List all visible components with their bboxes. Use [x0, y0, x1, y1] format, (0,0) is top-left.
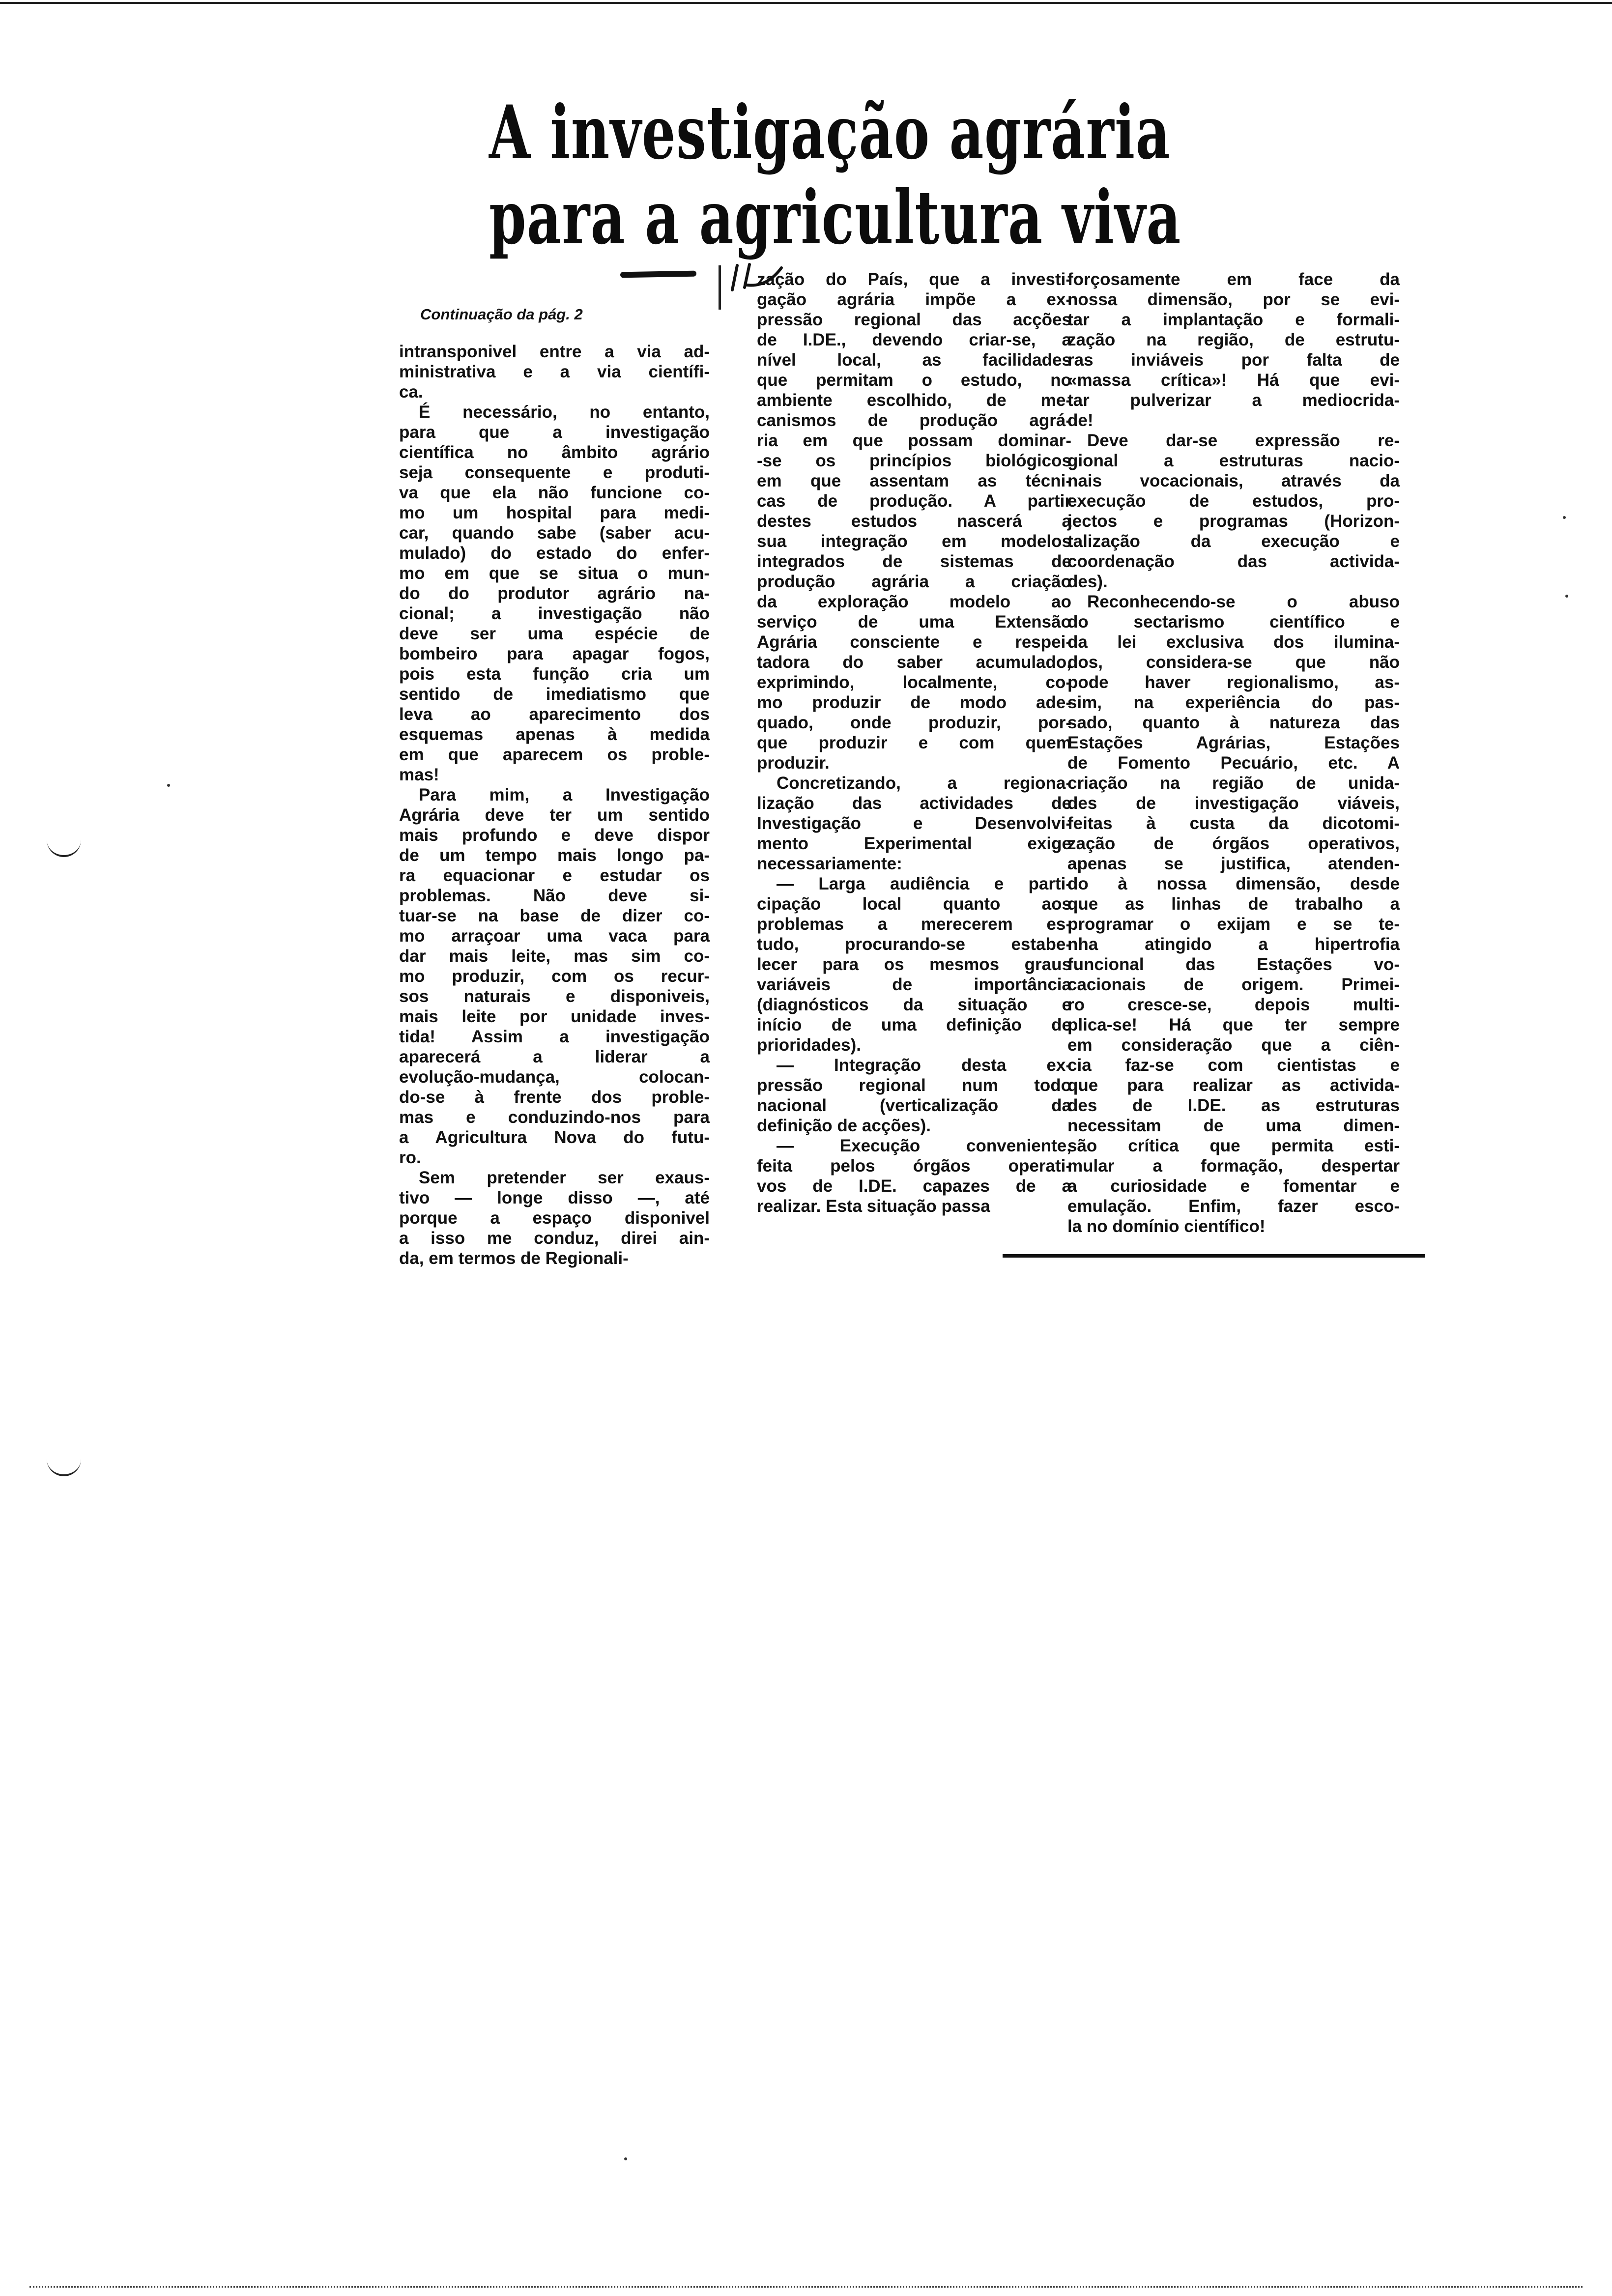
text-line: leva ao aparecimento dos: [399, 705, 710, 724]
text-line: cia faz-se com cientistas e: [1067, 1056, 1400, 1075]
text-line: feitas à custa da dicotomi-: [1067, 814, 1400, 833]
text-line: sos naturais e disponiveis,: [399, 987, 710, 1006]
paragraph: [757, 269, 1071, 773]
text-line: Concretizando, a regiona-: [777, 774, 1071, 793]
text-line: produção agrária a criação: [757, 572, 1071, 591]
text-line: emulação. Enfim, fazer esco-: [1067, 1197, 1400, 1216]
text-line: ro.: [399, 1148, 421, 1167]
scan-top-edge-line: [0, 2, 1612, 4]
article-end-rule: [1003, 1254, 1425, 1258]
text-line: sentido de imediatismo que: [399, 685, 710, 704]
paragraph: [399, 342, 710, 402]
headline-rule: [620, 271, 696, 278]
text-line: necessitam de uma dimen-: [1067, 1116, 1400, 1135]
text-line: mento Experimental exige: [757, 834, 1071, 853]
text-line: em consideração que a ciên-: [1067, 1035, 1400, 1055]
binder-hole-mark: [47, 835, 81, 857]
text-line: a isso me conduz, direi ain-: [399, 1229, 710, 1248]
text-line: produzir.: [757, 753, 830, 773]
text-line: ministrativa e a via científi-: [399, 362, 710, 381]
text-line: ca.: [399, 382, 423, 402]
text-line: ra equacionar e estudar os: [399, 866, 710, 885]
text-line: para que a investigação: [399, 423, 710, 442]
scan-bottom-edge-line: [29, 2286, 1583, 2288]
text-line: dar mais leite, mas sim co-: [399, 947, 710, 966]
binder-hole-mark: [47, 1455, 81, 1476]
text-line: pressão regional num todo: [757, 1076, 1071, 1095]
headline-line-2: para a agricultura viva: [489, 174, 1181, 261]
text-line: a curiosidade e fomentar e: [1067, 1177, 1400, 1196]
text-line: mulado) do estado do enfer-: [399, 544, 710, 563]
text-line: zação na região, de estrutu-: [1067, 330, 1400, 349]
text-line: do à nossa dimensão, desde: [1067, 874, 1400, 893]
text-line: vos de I.DE. capazes de a: [757, 1177, 1071, 1196]
headline-line-1: A investigação agrária: [489, 89, 1171, 176]
text-line: do-se à frente dos proble-: [399, 1088, 710, 1107]
text-line: É necessário, no entanto,: [419, 402, 710, 422]
text-line: lização das actividades de: [757, 794, 1071, 813]
text-line: tuar-se na base de dizer co-: [399, 906, 710, 925]
text-line: gional a estruturas nacio-: [1067, 451, 1400, 470]
text-line: sado, quanto à natureza das: [1067, 713, 1400, 732]
text-line: da exploração modelo ao: [757, 592, 1071, 611]
text-line: realizar. Esta situação passa: [757, 1197, 990, 1216]
paragraph: [399, 1168, 710, 1268]
text-line: mais profundo e deve dispor: [399, 826, 710, 845]
text-line: cional; a investigação não: [399, 604, 710, 623]
text-line: programar o exijam e se te-: [1067, 915, 1400, 934]
text-line: Investigação e Desenvolvi-: [757, 814, 1071, 833]
paragraph: [1067, 269, 1400, 430]
text-line: mo em que se situa o mun-: [399, 564, 710, 583]
article-column-1: [399, 342, 710, 1268]
text-line: do sectarismo científico e: [1067, 612, 1400, 631]
text-line: que produzir e com quem: [757, 733, 1071, 752]
text-line: -se os princípios biológicos: [757, 451, 1071, 470]
text-line: intransponivel entre a via ad-: [399, 342, 710, 361]
text-line: des).: [1067, 572, 1108, 591]
text-line: de Fomento Pecuário, etc. A: [1067, 753, 1400, 773]
text-line: va que ela não funcione co-: [399, 483, 710, 502]
text-line: des de I.DE. as estruturas: [1067, 1096, 1400, 1115]
text-line: porque a espaço disponivel: [399, 1208, 710, 1228]
text-line: Agrária deve ter um sentido: [399, 805, 710, 825]
text-line: «massa crítica»! Há que evi-: [1067, 371, 1400, 390]
text-line: apenas se justifica, atenden-: [1067, 854, 1400, 873]
text-line: nível local, as facilidades: [757, 350, 1071, 370]
text-line: nossa dimensão, por se evi-: [1067, 290, 1400, 309]
text-line: gação agrária impõe a ex-: [757, 290, 1071, 309]
text-line: Agrária consciente e respei-: [757, 632, 1071, 652]
text-line: talização da execução e: [1067, 532, 1400, 551]
text-line: canismos de produção agrá-: [757, 411, 1071, 430]
text-line: em que assentam as técni-: [757, 471, 1071, 490]
text-line: quado, onde produzir, por-: [757, 713, 1071, 732]
text-line: zação do País, que a investi-: [757, 270, 1071, 289]
text-line: do do produtor agrário na-: [399, 584, 710, 603]
article-column-2: [757, 269, 1071, 1216]
text-line: ria em que possam dominar-: [757, 431, 1071, 450]
text-line: evolução-mudança, colocan-: [399, 1067, 710, 1087]
text-line: mais leite por unidade inves-: [399, 1007, 710, 1026]
text-line: tar a implantação e formali-: [1067, 310, 1400, 329]
text-line: coordenação das activida-: [1067, 552, 1400, 571]
paragraph: [1067, 430, 1400, 592]
text-line: tudo, procurando-se estabe-: [757, 935, 1071, 954]
scan-speck: [1563, 516, 1566, 519]
text-line: cas de produção. A partir: [757, 491, 1071, 511]
paragraph: [757, 773, 1071, 874]
scan-speck: [624, 2157, 627, 2160]
text-line: serviço de uma Extensão: [757, 612, 1071, 631]
text-line: tivo — longe disso —, até: [399, 1188, 710, 1207]
text-line: deve ser uma espécie de: [399, 624, 710, 643]
article-column-3: [1067, 269, 1400, 1236]
text-line: pode haver regionalismo, as-: [1067, 673, 1400, 692]
text-line: ras inviáveis por falta de: [1067, 350, 1400, 370]
text-line: jectos e programas (Horizon-: [1067, 512, 1400, 531]
text-line: a Agricultura Nova do futu-: [399, 1128, 710, 1147]
text-line: des de investigação viáveis,: [1067, 794, 1400, 813]
text-line: científica no âmbito agrário: [399, 443, 710, 462]
text-line: de I.DE., devendo criar-se, a: [757, 330, 1071, 349]
text-line: problemas. Não deve si-: [399, 886, 710, 905]
text-line: integrados de sistemas de: [757, 552, 1071, 571]
text-line: pressão regional das acções: [757, 310, 1071, 329]
text-line: — Execução conveniente,: [777, 1136, 1071, 1155]
paragraph: [399, 785, 710, 1168]
text-line: mo arraçoar uma vaca para: [399, 926, 710, 946]
text-line: que para realizar as activida-: [1067, 1076, 1400, 1095]
text-line: — Integração desta ex-: [777, 1056, 1071, 1075]
text-line: pois esta função cria um: [399, 664, 710, 684]
text-line: Deve dar-se expressão re-: [1087, 431, 1400, 450]
text-line: ambiente escolhido, de me-: [757, 391, 1071, 410]
text-line: Sem pretender ser exaus-: [419, 1168, 710, 1187]
text-line: nha atingido a hipertrofia: [1067, 935, 1400, 954]
text-line: (diagnósticos da situação e: [757, 995, 1071, 1014]
text-line: zação de órgãos operativos,: [1067, 834, 1400, 853]
text-line: dos, considera-se que não: [1067, 653, 1400, 672]
text-line: lecer para os mesmos graus: [757, 955, 1071, 974]
text-line: seja consequente e produti-: [399, 463, 710, 482]
text-line: bombeiro para apagar fogos,: [399, 644, 710, 663]
text-line: criação na região de unida-: [1067, 774, 1400, 793]
text-line: cacionais de origem. Primei-: [1067, 975, 1400, 994]
text-line: que as linhas de trabalho a: [1067, 894, 1400, 914]
text-line: funcional das Estações vo-: [1067, 955, 1400, 974]
text-line: Estações Agrárias, Estações: [1067, 733, 1400, 752]
text-line: Reconhecendo-se o abuso: [1087, 592, 1400, 611]
text-line: são crítica que permita esti-: [1067, 1136, 1400, 1155]
text-line: la no domínio científico!: [1067, 1217, 1266, 1236]
text-line: exprimindo, localmente, co-: [757, 673, 1071, 692]
text-line: sua integração em modelos: [757, 532, 1071, 551]
text-line: tida! Assim a investigação: [399, 1027, 710, 1046]
text-line: mular a formação, despertar: [1067, 1156, 1400, 1176]
text-line: tadora do saber acumulado,: [757, 653, 1071, 672]
paragraph: [399, 402, 710, 785]
text-line: mo um hospital para medi-: [399, 503, 710, 522]
text-line: car, quando sabe (saber acu-: [399, 523, 710, 543]
text-line: nais vocacionais, através da: [1067, 471, 1400, 490]
text-line: mo produzir, com os recur-: [399, 967, 710, 986]
text-line: mo produzir de modo ade-: [757, 693, 1071, 712]
text-line: da, em termos de Regionali-: [399, 1249, 629, 1268]
paragraph: [757, 1055, 1071, 1136]
paragraph: [1067, 592, 1400, 1236]
text-line: — Larga audiência e parti-: [777, 874, 1071, 893]
text-line: mas!: [399, 765, 439, 784]
text-line: definição de acções).: [757, 1116, 931, 1135]
margin-mark: [719, 265, 721, 310]
text-line: necessariamente:: [757, 854, 902, 873]
text-line: esquemas apenas à medida: [399, 725, 710, 744]
paragraph: [757, 1136, 1071, 1216]
scan-speck: [1565, 595, 1568, 598]
continuation-note: Continuação da pág. 2: [420, 306, 583, 323]
text-line: da lei exclusiva dos ilumina-: [1067, 632, 1400, 652]
text-line: cipação local quanto aos: [757, 894, 1071, 914]
text-line: de!: [1067, 411, 1094, 430]
text-line: início de uma definição de: [757, 1015, 1071, 1034]
text-line: ro cresce-se, depois multi-: [1067, 995, 1400, 1014]
text-line: de um tempo mais longo pa-: [399, 846, 710, 865]
text-line: forçosamente em face da: [1067, 270, 1400, 289]
text-line: plica-se! Há que ter sempre: [1067, 1015, 1400, 1034]
text-line: execução de estudos, pro-: [1067, 491, 1400, 511]
text-line: tar pulverizar a mediocrida-: [1067, 391, 1400, 410]
paragraph: [757, 874, 1071, 1055]
text-line: destes estudos nascerá a: [757, 512, 1071, 531]
text-line: nacional (verticalização da: [757, 1096, 1071, 1115]
text-line: problemas a merecerem es-: [757, 915, 1071, 934]
text-line: sim, na experiência do pas-: [1067, 693, 1400, 712]
text-line: mas e conduzindo-nos para: [399, 1108, 710, 1127]
text-line: feita pelos órgãos operati-: [757, 1156, 1071, 1176]
text-line: Para mim, a Investigação: [419, 785, 710, 804]
text-line: aparecerá a liderar a: [399, 1047, 710, 1066]
text-line: em que aparecem os proble-: [399, 745, 710, 764]
text-line: que permitam o estudo, no: [757, 371, 1071, 390]
scan-speck: [167, 784, 170, 787]
text-line: prioridades).: [757, 1035, 861, 1055]
text-line: variáveis de importância: [757, 975, 1071, 994]
